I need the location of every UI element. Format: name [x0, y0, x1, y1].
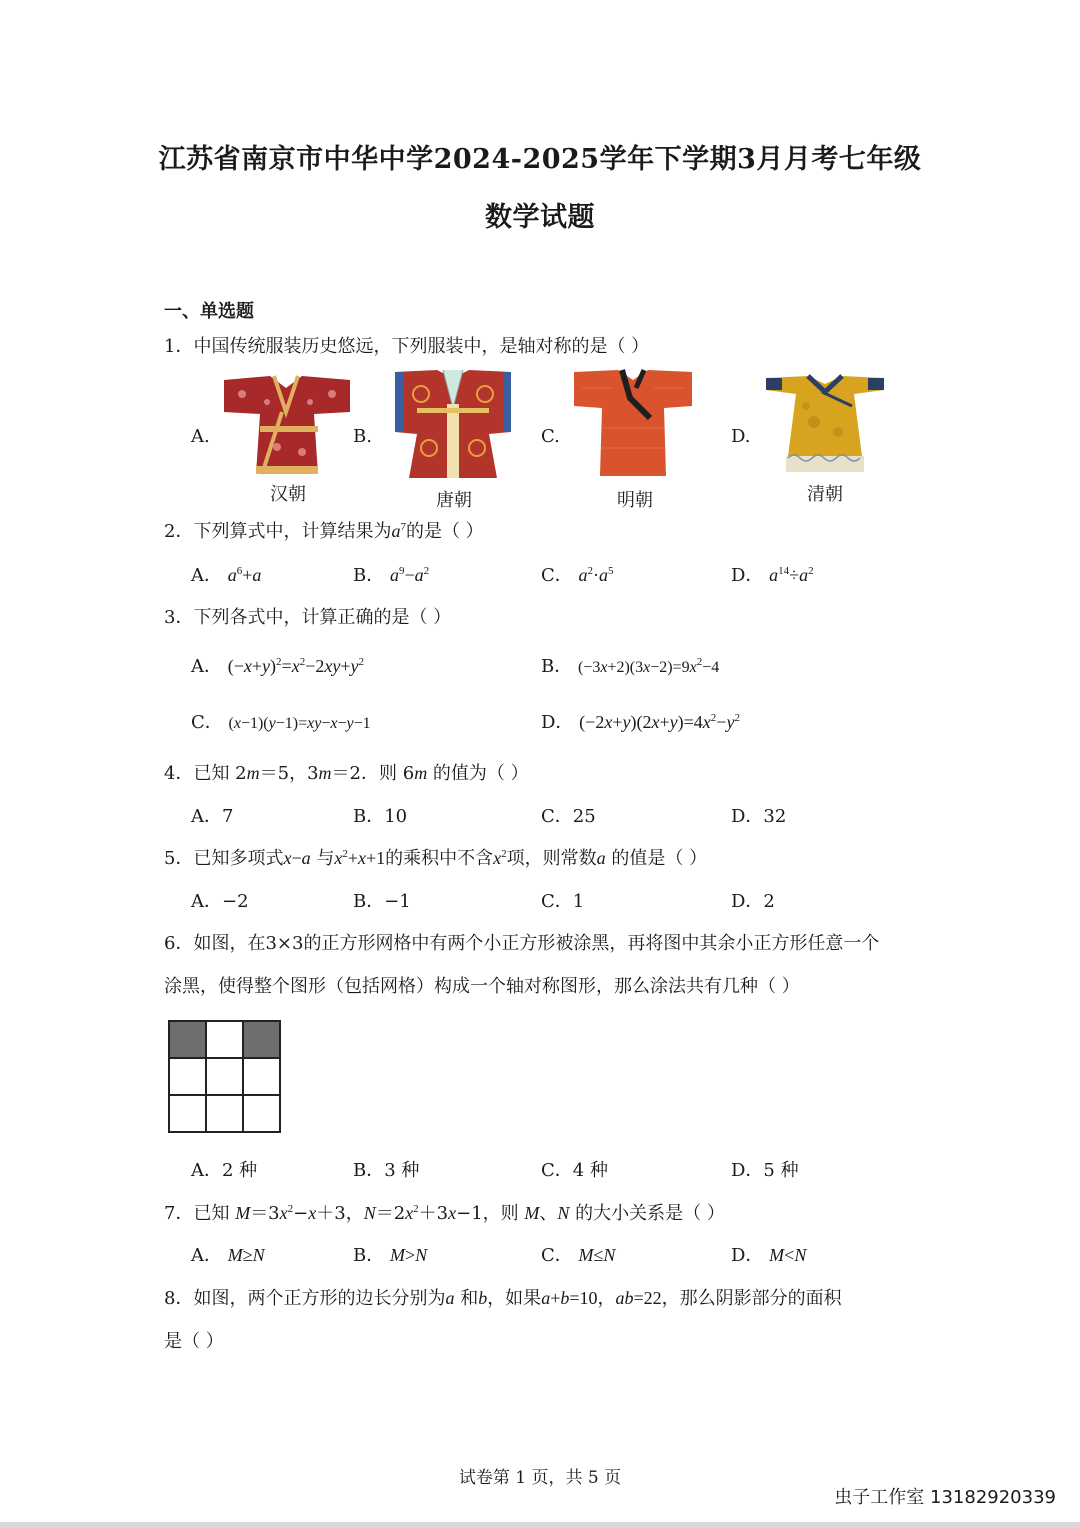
qing-robe-image [764, 372, 886, 476]
bottom-edge [0, 1522, 1080, 1528]
grid-cell-shaded [243, 1021, 280, 1058]
q1-caption-qing: 清朝 [807, 484, 843, 505]
grid-cell-shaded [169, 1021, 206, 1058]
han-robe-image [222, 372, 352, 477]
q1-caption-tang: 唐朝 [436, 490, 472, 511]
question-6-line-1: 6．如图，在3×3的正方形网格中有两个小正方形被涂黑，再将图中其余小正方形任意一个 [164, 933, 880, 954]
question-6-line-2: 涂黑，使得整个图形（包括网格）构成一个轴对称图形，那么涂法共有几种（ ） [164, 976, 800, 997]
question-8-line-2: 是（ ） [164, 1331, 224, 1352]
q6-option-d: D．5 种 [731, 1160, 799, 1181]
q6-option-c: C．4 种 [541, 1160, 608, 1181]
q1-option-b-label: B. [353, 426, 372, 447]
q7-option-c: C． M≤N [541, 1245, 616, 1266]
tang-robe-image [393, 368, 513, 480]
q7-option-a: A． M≥N [191, 1245, 265, 1266]
question-1-stem: 1．中国传统服装历史悠远，下列服装中，是轴对称的是（ ） [164, 336, 650, 357]
q2-option-d: D． $a^{14}\div a^2$ [731, 565, 814, 586]
question-5-stem: 5．已知多项式x−a 与$x^2+x+1$的乘积中不含$x^2$项，则常数a 的值是（ ） [164, 848, 708, 869]
q6-grid-figure [168, 1020, 281, 1133]
section-heading: 一、单选题 [164, 301, 254, 322]
q4-option-b: B．10 [353, 806, 408, 827]
question-4-stem: 4．已知 2m＝5，3m＝2．则 6m 的值为（ ） [164, 763, 529, 784]
q1-option-a-label: A. [191, 426, 210, 447]
q4-option-a: A．7 [191, 806, 234, 827]
q2-option-a: A． $a^6+a$ [191, 565, 262, 586]
q2-option-c: C． $a^2\cdot a^5$ [541, 565, 614, 586]
q6-option-b: B．3 种 [353, 1160, 420, 1181]
q6-option-a: A．2 种 [191, 1160, 258, 1181]
q3-option-d: D． $(-2x+y)(2x+y)=4x^2-y^2$ [541, 712, 740, 733]
watermark-text: 虫子工作室 13182920339 [834, 1487, 1056, 1508]
exam-subtitle: 数学试题 [485, 202, 595, 233]
exam-title: 江苏省南京市中华中学2024-2025学年下学期3月月考七年级 [158, 144, 922, 175]
q3-option-a: A． $(-x+y)^2=x^2-2xy+y^2$ [191, 656, 364, 677]
q1-caption-ming: 明朝 [617, 490, 653, 511]
q4-option-d: D．32 [731, 806, 787, 827]
ming-robe-image [572, 368, 694, 478]
page-footer: 试卷第 1 页，共 5 页 [458, 1468, 622, 1488]
q1-caption-han: 汉朝 [270, 484, 306, 505]
q5-option-d: D．2 [731, 891, 775, 912]
q2-option-b: B． $a^9-a^2$ [353, 565, 430, 586]
q1-option-c-label: C. [541, 426, 560, 447]
q4-option-c: C．25 [541, 806, 596, 827]
question-3-stem: 3．下列各式中，计算正确的是（ ） [164, 607, 452, 628]
q7-option-d: D． M<N [731, 1245, 807, 1266]
q5-option-a: A．−2 [191, 891, 249, 912]
q5-option-b: B．−1 [353, 891, 411, 912]
q7-option-b: B． M>N [353, 1245, 428, 1266]
q5-option-c: C．1 [541, 891, 585, 912]
question-7-stem: 7．已知 $M=3x^2-x+3$，$N=2x^2+3x-1$，则 M、N 的大小关系是（ ） [164, 1203, 725, 1224]
question-2-stem: 2．下列算式中，计算结果为$a^7$的是（ ） [164, 521, 484, 542]
q3-option-c: C． (x−1)(y−1)=xy−x−y−1 [191, 712, 371, 733]
q3-option-b: B． $(-3x+2)(3x-2)=9x^2-4$ [541, 656, 720, 677]
q1-option-d-label: D. [731, 426, 751, 447]
question-8-line-1: 8．如图，两个正方形的边长分别为a 和b，如果a+b=10，ab=22，那么阴影部分的面积 [164, 1288, 842, 1309]
